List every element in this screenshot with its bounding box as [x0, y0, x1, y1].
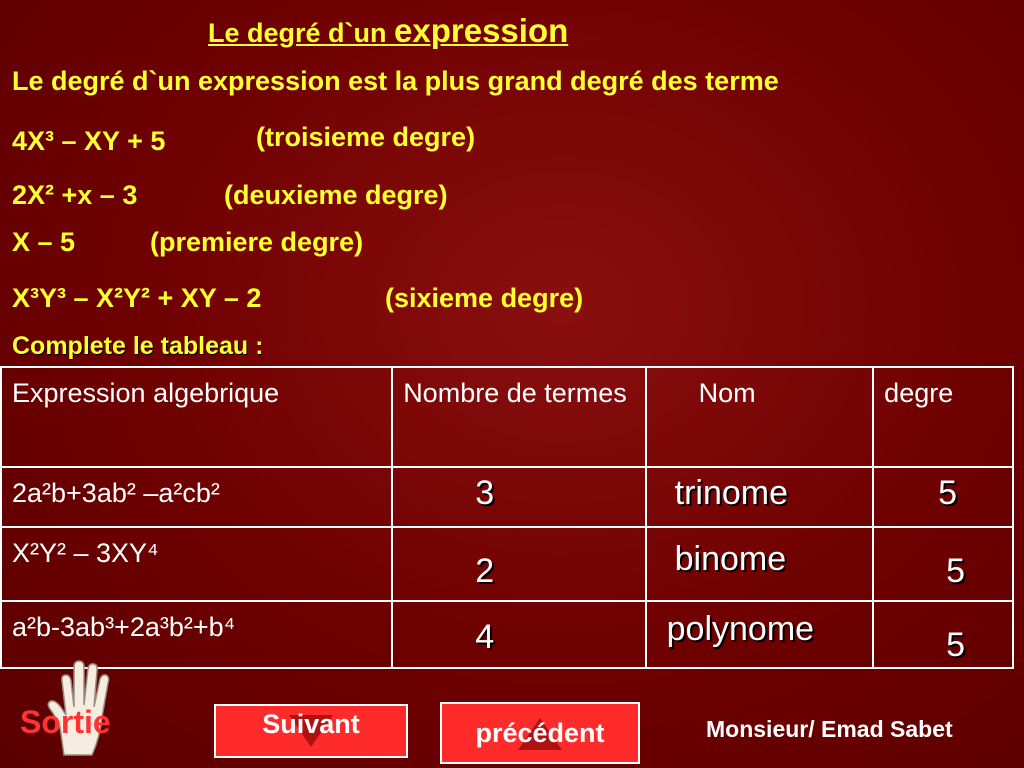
example-3-label: (premiere degre) — [150, 227, 364, 257]
table-header-row — [1, 367, 1013, 467]
row1-degree-cell — [873, 467, 1013, 527]
row2-name-cell — [646, 527, 874, 601]
header-degree: degre — [873, 367, 1013, 467]
example-2-expression: 2X² +x – 3 — [12, 180, 138, 210]
example-4-expression: X³Y³ – X²Y² + XY – 2 — [12, 283, 262, 313]
definition-text: Le degré d`un expression est la plus grand degré des terme — [12, 66, 779, 96]
row2-degree: 5 — [946, 552, 966, 590]
row1-name: trinome — [674, 474, 788, 512]
row2-name: binome — [674, 540, 787, 578]
example-1-label: (troisieme degre) — [256, 122, 476, 152]
title-part1: Le degré d`un — [208, 18, 395, 48]
row1-degree: 5 — [938, 474, 958, 512]
exit-button[interactable]: Sortie — [20, 704, 111, 740]
next-button-label: Suivant — [262, 708, 360, 739]
previous-button[interactable] — [440, 702, 640, 764]
table-row — [1, 527, 1013, 601]
header-expression: Expression algebrique — [1, 367, 392, 467]
row2-expression: X²Y² – 3XY⁴ — [1, 527, 392, 601]
degree-table — [0, 366, 1014, 669]
example-1-expression: 4X³ – XY + 5 — [12, 126, 166, 156]
row2-terms: 2 — [475, 552, 495, 590]
previous-button-label: précédent — [475, 717, 605, 748]
complete-table-label: Complete le tableau : — [12, 332, 264, 360]
row1-name-cell — [646, 467, 874, 527]
row3-terms: 4 — [475, 618, 495, 656]
row1-terms-cell — [392, 467, 645, 527]
row1-terms: 3 — [475, 474, 495, 512]
example-4-label: (sixieme degre) — [385, 283, 584, 313]
row3-name: polynome — [666, 610, 815, 648]
row3-terms-cell — [392, 601, 645, 668]
table-row — [1, 601, 1013, 668]
slide-title — [208, 12, 568, 50]
title-part2: expression — [394, 12, 569, 49]
row2-degree-cell — [873, 527, 1013, 601]
row3-name-cell — [646, 601, 874, 668]
table-row — [1, 467, 1013, 527]
example-2-label: (deuxieme degre) — [224, 180, 448, 210]
header-name: Nom — [646, 367, 874, 467]
header-terms: Nombre de termes — [392, 367, 645, 467]
author-credit: Monsieur/ Emad Sabet — [706, 716, 953, 742]
row1-expression: 2a²b+3ab² –a²cb² — [1, 467, 392, 527]
row3-degree-cell — [873, 601, 1013, 668]
example-3-expression: X – 5 — [12, 227, 76, 257]
row2-terms-cell — [392, 527, 645, 601]
next-button[interactable] — [214, 704, 408, 758]
row3-expression: a²b-3ab³+2a³b²+b⁴ — [1, 601, 392, 668]
row3-degree: 5 — [946, 626, 966, 664]
